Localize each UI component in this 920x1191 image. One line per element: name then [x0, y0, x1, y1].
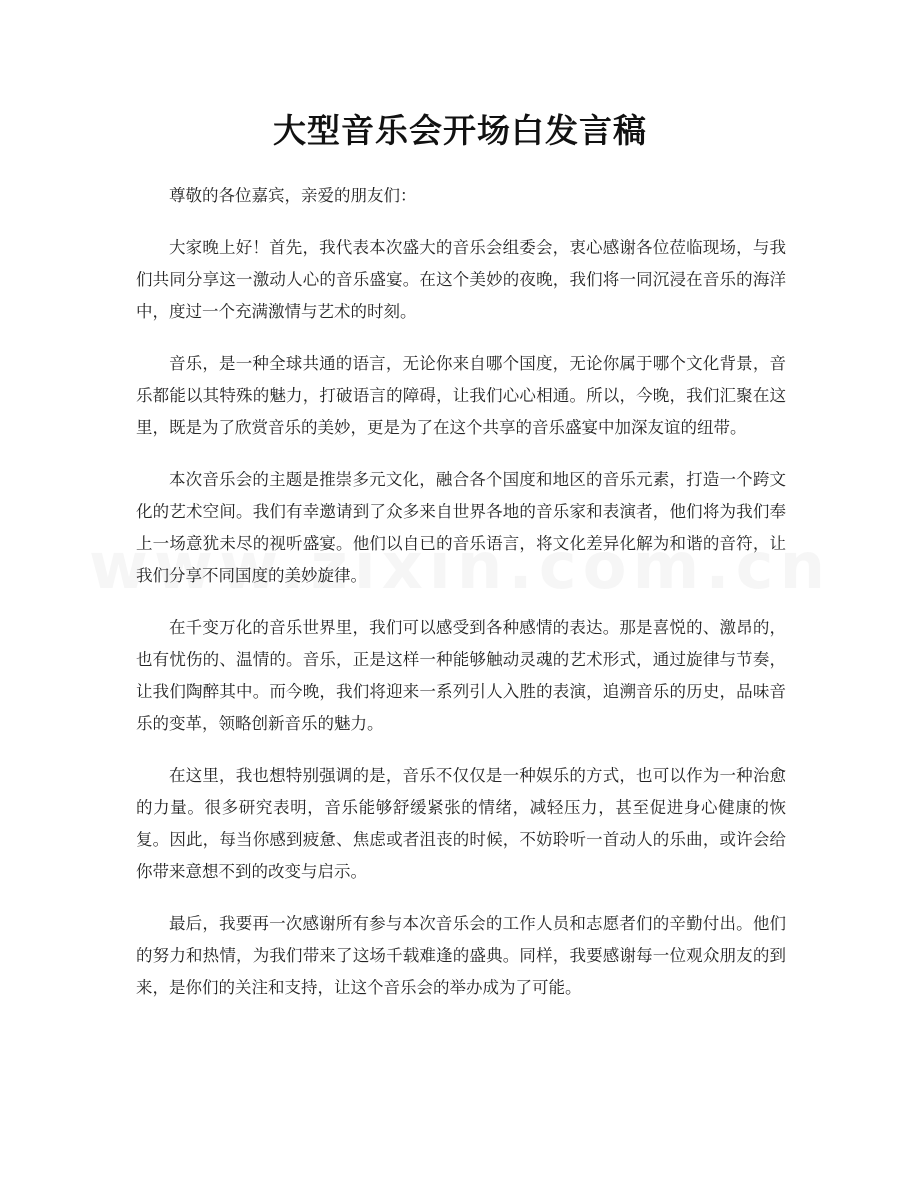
body-paragraph: 在千变万化的音乐世界里，我们可以感受到各种感情的表达。那是喜悦的、激昂的，也有忧伤的、温情的。音乐，正是这样一种能够触动灵魂的艺术形式，通过旋律与节奏，让我们陶醉其中。而今晚，我们将迎来一系列引人入胜的表演，追溯音乐的历史，品味音乐的变革，领略创新音乐的魅力。 — [136, 618, 786, 733]
body-paragraph: 本次音乐会的主题是推崇多元文化，融合各个国度和地区的音乐元素，打造一个跨文化的艺术空间。我们有幸邀请到了众多来自世界各地的音乐家和表演者，他们将为我们奉上一场意犹未尽的视听盛宴。他们以自已的音乐语言，将文化差异化解为和谐的音符，让我们分享不同国度的美妙旋律。 — [136, 470, 786, 585]
page-title: 大型音乐会开场白发言稿 — [273, 111, 647, 150]
document-body — [136, 180, 786, 1024]
salutation-paragraph: 尊敬的各位嘉宾，亲爱的朋友们： — [169, 186, 417, 205]
body-paragraph: 在这里，我也想特别强调的是，音乐不仅仅是一种娱乐的方式，也可以作为一种治愈的力量。很多研究表明，音乐能够舒缓紧张的情绪，减轻压力，甚至促进身心健康的恢复。因此，每当你感到疲惫、焦虑或者沮丧的时候，不妨聆听一首动人的乐曲，或许会给你带来意想不到的改变与启示。 — [136, 766, 786, 881]
body-paragraph: 大家晚上好！首先，我代表本次盛大的音乐会组委会，衷心感谢各位莅临现场，与我们共同分享这一激动人心的音乐盛宴。在这个美妙的夜晚，我们将一同沉浸在音乐的海洋中，度过一个充满激情与艺术的时刻。 — [136, 238, 786, 321]
body-paragraph: 音乐，是一种全球共通的语言，无论你来自哪个国度，无论你属于哪个文化背景，音乐都能以其特殊的魅力，打破语言的障碍，让我们心心相通。所以，今晚，我们汇聚在这里，既是为了欣赏音乐的美妙，更是为了在这个共享的音乐盛宴中加深友谊的纽带。 — [136, 354, 786, 437]
body-paragraph: 最后，我要再一次感谢所有参与本次音乐会的工作人员和志愿者们的辛勤付出。他们的努力和热情，为我们带来了这场千载难逢的盛典。同样，我要感谢每一位观众朋友的到来，是你们的关注和支持，让这个音乐会的举办成为了可能。 — [136, 914, 786, 997]
